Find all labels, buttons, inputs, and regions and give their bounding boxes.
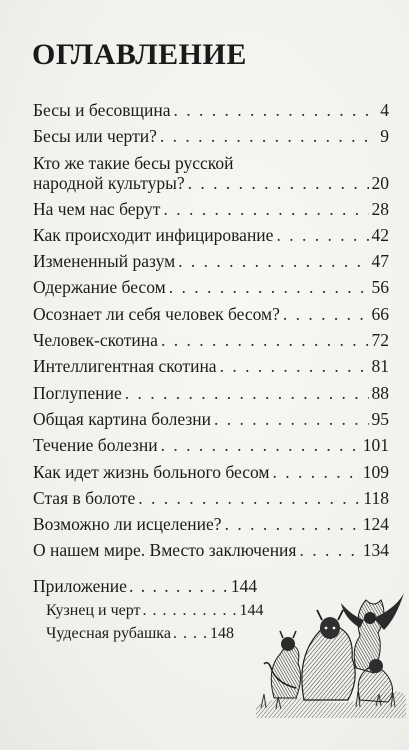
toc-entry[interactable]: [33, 435, 389, 461]
toc-leader-dots: [161, 330, 369, 350]
toc-entry-label: Интеллигентная скотина: [33, 356, 217, 377]
toc-leader-dots: [188, 173, 369, 193]
toc-entry-label: Измененный разум: [33, 251, 176, 272]
toc-entry-label: Общая картина болезни: [33, 408, 212, 429]
toc-entry[interactable]: [33, 199, 389, 225]
toc-entry-page: 9: [380, 126, 389, 147]
toc-appendix-entry[interactable]: [33, 576, 257, 597]
toc-entry-label: Осознает ли себя человек бесом?: [33, 303, 280, 324]
toc-entry-page: 72: [371, 330, 389, 351]
toc-entry-label: Как происходит инфицирование: [33, 224, 274, 245]
toc-entry[interactable]: [33, 514, 389, 540]
toc-leader-dots: [276, 225, 368, 245]
toc-entry-label: Кто же такие бесы русской: [33, 152, 234, 173]
toc-entry-page: 118: [363, 487, 389, 508]
toc-entry-label: Человек-скотина: [33, 330, 158, 351]
toc-entry[interactable]: [33, 304, 389, 330]
toc-leader-dots: [169, 277, 369, 297]
toc-entry-page: 28: [371, 198, 389, 219]
toc-entry-page: 66: [371, 303, 389, 324]
toc-entry-page: 47: [371, 251, 389, 272]
toc-entry[interactable]: [33, 383, 389, 409]
toc-entry[interactable]: [33, 153, 389, 193]
toc-entry-label: Течение болезни: [33, 435, 158, 456]
devils-engraving-icon: [256, 588, 406, 718]
toc-sub-entry[interactable]: [46, 602, 264, 620]
toc-entry-page: 144: [239, 602, 264, 619]
toc-leader-dots: . . . . . . . . . .: [142, 602, 238, 619]
toc-entry-label: Поглупение: [33, 382, 122, 403]
toc-leader-dots: [299, 540, 359, 560]
toc-entry-page: 148: [209, 625, 234, 642]
toc-entry-page: 95: [371, 408, 389, 429]
toc-entry-label: Чудесная рубашка: [46, 625, 171, 642]
toc-entry-page: 4: [380, 100, 389, 120]
toc-entry[interactable]: [33, 126, 389, 152]
toc-entry-label: Как идет жизнь больного бесом: [33, 461, 270, 482]
toc-entry-page: 134: [362, 540, 389, 561]
table-of-contents: [33, 100, 389, 567]
toc-leader-dots: [220, 356, 369, 376]
toc-entry-label: Возможно ли исцеление?: [33, 514, 222, 535]
toc-leader-dots: [161, 435, 360, 455]
toc-leader-dots: [138, 488, 360, 508]
toc-leader-dots: [160, 126, 377, 146]
toc-entry[interactable]: [33, 225, 389, 251]
toc-entry[interactable]: [33, 488, 389, 514]
toc-entry[interactable]: [33, 409, 389, 435]
toc-entry[interactable]: [33, 356, 389, 382]
toc-entry[interactable]: [33, 462, 389, 488]
toc-entry-label-cont: народной культуры?: [33, 172, 185, 193]
toc-entry[interactable]: [33, 277, 389, 303]
toc-entry[interactable]: [33, 251, 389, 277]
toc-entry-page: 81: [371, 356, 389, 377]
toc-entry-page: 144: [230, 576, 258, 596]
toc-leader-dots: [178, 251, 368, 271]
toc-entry-page: 101: [362, 435, 389, 456]
toc-entry-page: 109: [362, 461, 389, 482]
toc-entry-label: Бесы или черти?: [33, 126, 157, 147]
toc-entry-page: 56: [371, 277, 389, 298]
toc-entry-page: 124: [362, 514, 389, 535]
toc-entry-page: 88: [371, 382, 389, 403]
toc-leader-dots: [273, 462, 360, 482]
toc-leader-dots: [163, 199, 368, 219]
toc-entry[interactable]: [33, 330, 389, 356]
toc-entry-label: Бесы и бесовщина: [33, 100, 171, 120]
toc-leader-dots: . . . . . . . . .: [128, 576, 229, 596]
toc-sub-entry[interactable]: [46, 625, 234, 643]
toc-entry-page: 20: [371, 172, 389, 193]
toc-leader-dots: [283, 304, 369, 324]
toc-entry-label: Приложение: [33, 576, 127, 596]
toc-leader-dots: . . . .: [172, 625, 208, 642]
toc-leader-dots: [214, 409, 368, 429]
toc-entry-label: Одержание бесом: [33, 277, 166, 298]
toc-entry-label: Кузнец и черт: [46, 602, 141, 619]
page-title: ОГЛАВЛЕНИЕ: [32, 38, 247, 71]
toc-leader-dots: [125, 383, 369, 403]
toc-leader-dots: [174, 100, 378, 120]
toc-leader-dots: [225, 514, 360, 534]
toc-entry[interactable]: [33, 540, 389, 566]
toc-entry-page: 42: [371, 224, 389, 245]
toc-entry-label: На чем нас берут: [33, 198, 161, 219]
toc-entry-label: О нашем мире. Вместо заключения: [33, 540, 297, 561]
toc-entry-label: Стая в болоте: [33, 487, 136, 508]
toc-entry[interactable]: [33, 100, 389, 126]
